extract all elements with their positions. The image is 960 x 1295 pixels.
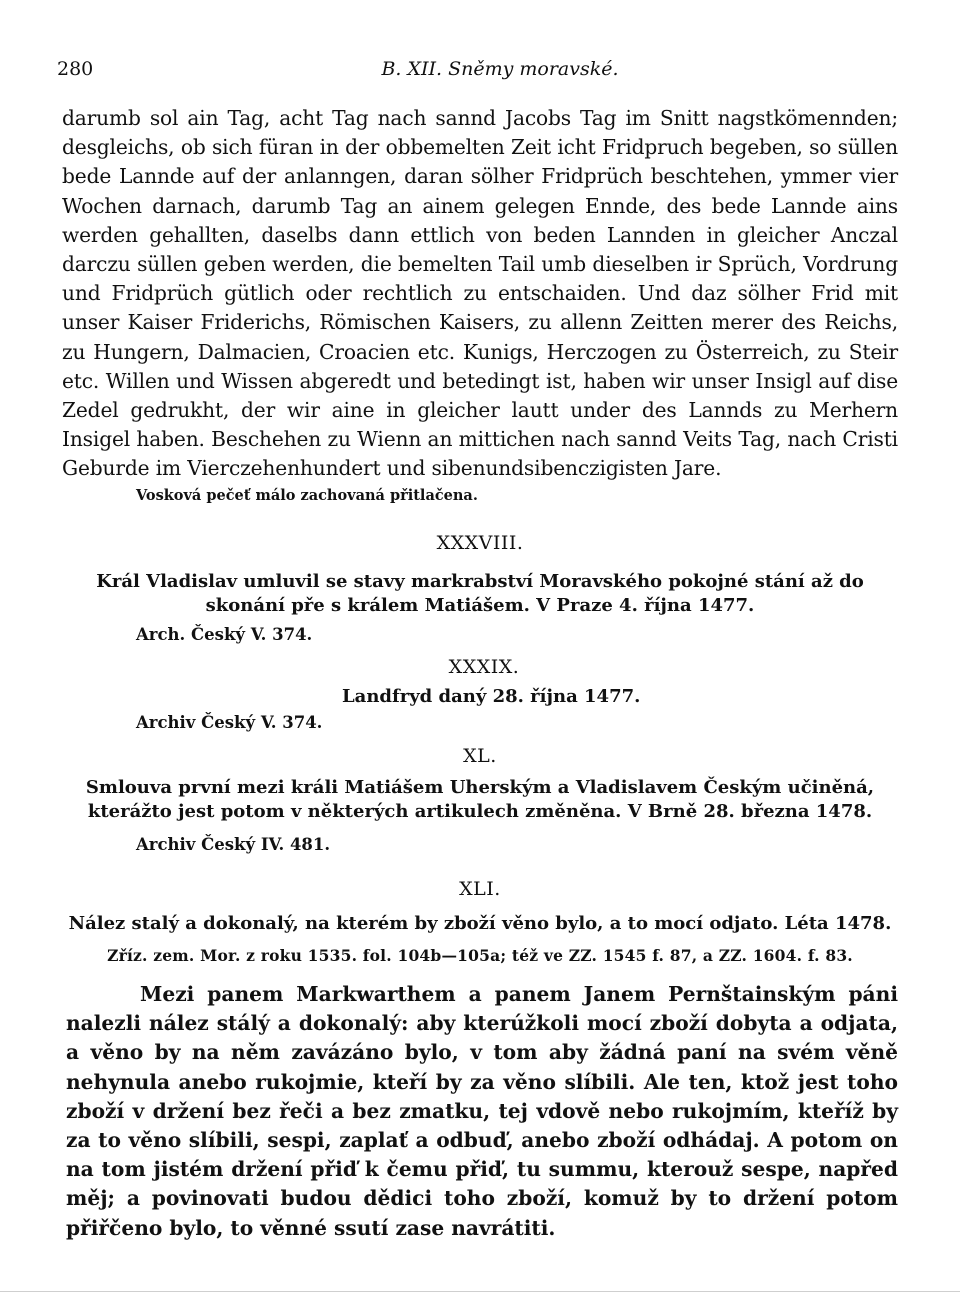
previous-document-text: [62, 104, 898, 484]
seal-note: Vosková pečeť málo zachovaná přitlačena.: [136, 487, 478, 504]
document-number-40: XL.: [463, 745, 497, 767]
document-number-41: XLI.: [459, 878, 501, 900]
document-heading-41: Nález stalý a dokonalý, na kterém by zboží věno bylo, a to mocí odjato. Léta 1478.: [68, 913, 892, 934]
source-reference-39: Archiv Český V. 374.: [136, 713, 323, 732]
document-heading-38: Král Vladislav umluvil se stavy markrabství Moravského pokojné stání až do skonání pře s králem Matiášem. V Praze 4. října 1477.: [96, 571, 864, 616]
previous-document-paragraph: darumb sol ain Tag, acht Tag nach sannd Jacobs Tag im Snitt nagstkömennden; desgleichs, ob sich füran in der obbemelten Zeit icht Fridpruch begeben, so süllen bede Lannde auf der anlanngen, daran sölher Fridprüch beschtehen, ymmer vier Wochen darnach, darumb Tag an ainem gelegen Ennde, des bede Lannde ains werden gehallten, daselbs dann ettlich von beden Lannden in gleicher Anczal darczu süllen geben werden, die bemelten Tail umb dieselben ir Sprüch, Vordrung und Fridprüch gütlich oder rechtlich zu entschaiden. Und daz sölher Frid mit unser Kaiser Friderichs, Römischen Kaisers, zu allenn Zeitten merer des Reichs, zu Hungern, Dalmacien, Croacien etc. Kunigs, Herczogen zu Österreich, zu Steir etc. Willen und Wissen abgeredt und betedingt ist, haben wir unser Insigl auf dise Zedel gedrukht, der wir aine in gleicher lautt under des Lannds zu Merhern Insigel haben. Beschehen zu Wienn an mittichen nach sannd Veits Tag, nach Cristi Geburde im Vierczehenhundert und sibenundsibenczigisten Jare.: [62, 106, 898, 481]
source-reference-41: Zříz. zem. Mor. z roku 1535. fol. 104b—105a; též ve ZZ. 1545 f. 87, a ZZ. 1604. f. 83.: [107, 946, 853, 965]
document-heading-39: Landfryd daný 28. října 1477.: [342, 686, 641, 707]
document-number-38: XXXVIII.: [436, 532, 524, 554]
page-bottom-edge: [0, 1291, 960, 1292]
document-41-text: [66, 980, 898, 1243]
document-heading-40: Smlouva první mezi králi Matiášem Uherským a Vladislavem Českým učiněná, kterážto jest potom v některých artikulech změněna. V Brně 28. března 1478.: [85, 777, 875, 822]
document-number-39: XXXIX.: [448, 656, 520, 678]
source-reference-38: Arch. Český V. 374.: [136, 625, 313, 644]
running-title: B. XII. Sněmy moravské.: [381, 58, 619, 80]
document-41-paragraph: Mezi panem Markwarthem a panem Janem Pernštainským páni nalezli nález stálý a dokonalý: aby kterúžkoli mocí zboží dobyta a odjata, a věno by na něm zavázáno bylo, v tom aby žádná paní na svém věně nehynula anebo rukojmie, kteří by za věno slíbili. Ale ten, ktož jest toho zboží v držení bez řeči a bez zmatku, tej vdově nebo rukojmím, kteříž by za to věno slíbili, sespi, zaplať a odbuď, anebo zboží odhádaj. A potom on na tom jistém držení přiď k čemu přiď, tu summu, kterouž sespe, napřed měj; a povinovati budou dědici toho zboží, komuž by to držení potom přiřčeno bylo, to věnné ssutí zase navrátiti.: [66, 982, 898, 1240]
page-number: 280: [57, 58, 94, 80]
source-reference-40: Archiv Český IV. 481.: [136, 835, 331, 854]
